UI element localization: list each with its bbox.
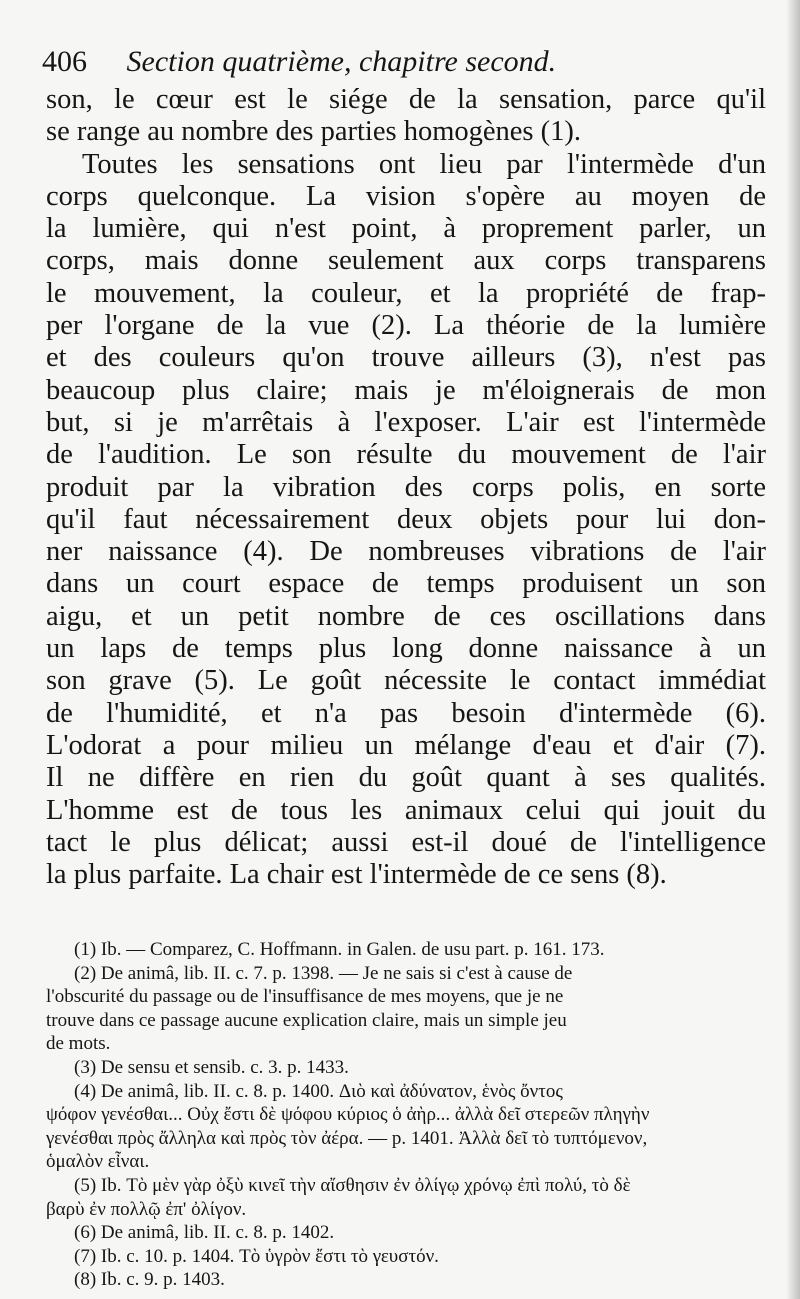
text-line: le mouvement, la couleur, et la propriété de frap- xyxy=(46,277,766,309)
text-line: corps quelconque. La vision s'opère au moyen de xyxy=(46,180,766,212)
text-line: produit par la vibration des corps polis, en sorte xyxy=(46,471,766,503)
text-line: se range au nombre des parties homogènes (1). xyxy=(46,116,581,148)
text-line: et des couleurs qu'on trouve ailleurs (3), n'est pas xyxy=(46,342,766,374)
text-line: tact le plus délicat; aussi est-il doué de l'intelligence xyxy=(46,826,766,858)
text-line: un laps de temps plus long donne naissance à un xyxy=(46,633,766,665)
page-number: 406 xyxy=(42,45,87,78)
footnote-line: trouve dans ce passage aucune explication claire, mais un simple jeu xyxy=(46,1009,567,1031)
footnote-line: (4) De animâ, lib. II. c. 8. p. 1400. Διὸ καὶ ἀδύνατον, ἑνὸς ὄντος xyxy=(74,1080,563,1102)
footnote-line: (3) De sensu et sensib. c. 3. p. 1433. xyxy=(74,1056,349,1078)
text-line: per l'organe de la vue (2). La théorie de la lumière xyxy=(46,310,766,342)
footnote-line: (2) De animâ, lib. II. c. 7. p. 1398. — Je ne sais si c'est à cause de xyxy=(74,962,573,984)
text-line: beaucoup plus claire; mais je m'éloignerais de mon xyxy=(46,374,766,406)
page-edge-shadow xyxy=(786,0,800,1299)
footnotes xyxy=(46,938,768,1292)
text-line: son, le cœur est le siége de la sensation, parce qu'il xyxy=(46,84,766,115)
text-line: aigu, et un petit nombre de ces oscillations dans xyxy=(46,600,766,632)
text-line: la lumière, qui n'est point, à proprement parler, un xyxy=(46,213,766,245)
running-title: Section quatrième, chapitre second. xyxy=(126,45,557,78)
footnote-line: ὁμαλὸν εἶναι. xyxy=(46,1151,150,1173)
text-line: Toutes les sensations ont lieu par l'intermède d'un xyxy=(82,148,766,180)
text-line: corps, mais donne seulement aux corps transparens xyxy=(46,245,766,277)
main-text xyxy=(46,84,766,891)
text-line: dans un court espace de temps produisent un son xyxy=(46,568,766,600)
footnote-line: (8) Ib. c. 9. p. 1403. xyxy=(74,1269,225,1291)
footnote-line: βαρὺ ἐν πολλῷ ἐπ' ὀλίγον. xyxy=(46,1198,247,1220)
footnote-line: (5) Ib. Τὸ μὲν γὰρ ὀξὺ κινεῖ τὴν αἴσθησιν ἐν ὀλίγῳ χρόνῳ ἐπὶ πολύ, τὸ δὲ xyxy=(74,1174,631,1196)
text-line: but, si je m'arrêtais à l'exposer. L'air est l'intermède xyxy=(46,406,766,438)
footnote-line: l'obscurité du passage ou de l'insuffisance de mes moyens, que je ne xyxy=(46,986,564,1008)
text-line: ner naissance (4). De nombreuses vibrations de l'air xyxy=(46,536,766,568)
footnote-line: (7) Ib. c. 10. p. 1404. Τὸ ὑγρὸν ἔστι τὸ γευστόν. xyxy=(74,1245,439,1267)
footnote-line: de mots. xyxy=(46,1033,111,1055)
footnote-line: (1) Ib. — Comparez, C. Hoffmann. in Galen. de usu part. p. 161. 173. xyxy=(74,939,605,960)
text-line: qu'il faut nécessairement deux objets pour lui don- xyxy=(46,503,766,535)
text-line: L'homme est de tous les animaux celui qui jouit du xyxy=(46,794,766,826)
footnote-line: γενέσθαι πρὸς ἄλληλα καὶ πρὸς τὸν ἀέρα. — p. 1401. Ἀλλὰ δεῖ τὸ τυπτόμενον, xyxy=(46,1127,648,1149)
text-line: L'odorat a pour milieu un mélange d'eau et d'air (7). xyxy=(46,729,766,761)
footnote-line: (6) De animâ, lib. II. c. 8. p. 1402. xyxy=(74,1222,335,1244)
text-line: de l'audition. Le son résulte du mouvement de l'air xyxy=(46,439,766,471)
text-line: son grave (5). Le goût nécessite le contact immédiat xyxy=(46,665,766,697)
text-line: la plus parfaite. La chair est l'intermède de ce sens (8). xyxy=(46,859,667,891)
text-line: Il ne diffère en rien du goût quant à ses qualités. xyxy=(46,762,766,794)
text-line: de l'humidité, et n'a pas besoin d'intermède (6). xyxy=(46,697,766,729)
footnote-line: ψόφον γενέσθαι... Οὐχ ἔστι δὲ ψόφου κύριος ὁ ἀὴρ... ἀλλὰ δεῖ στερεῶν πληγὴν xyxy=(46,1104,650,1126)
running-header xyxy=(42,44,742,80)
